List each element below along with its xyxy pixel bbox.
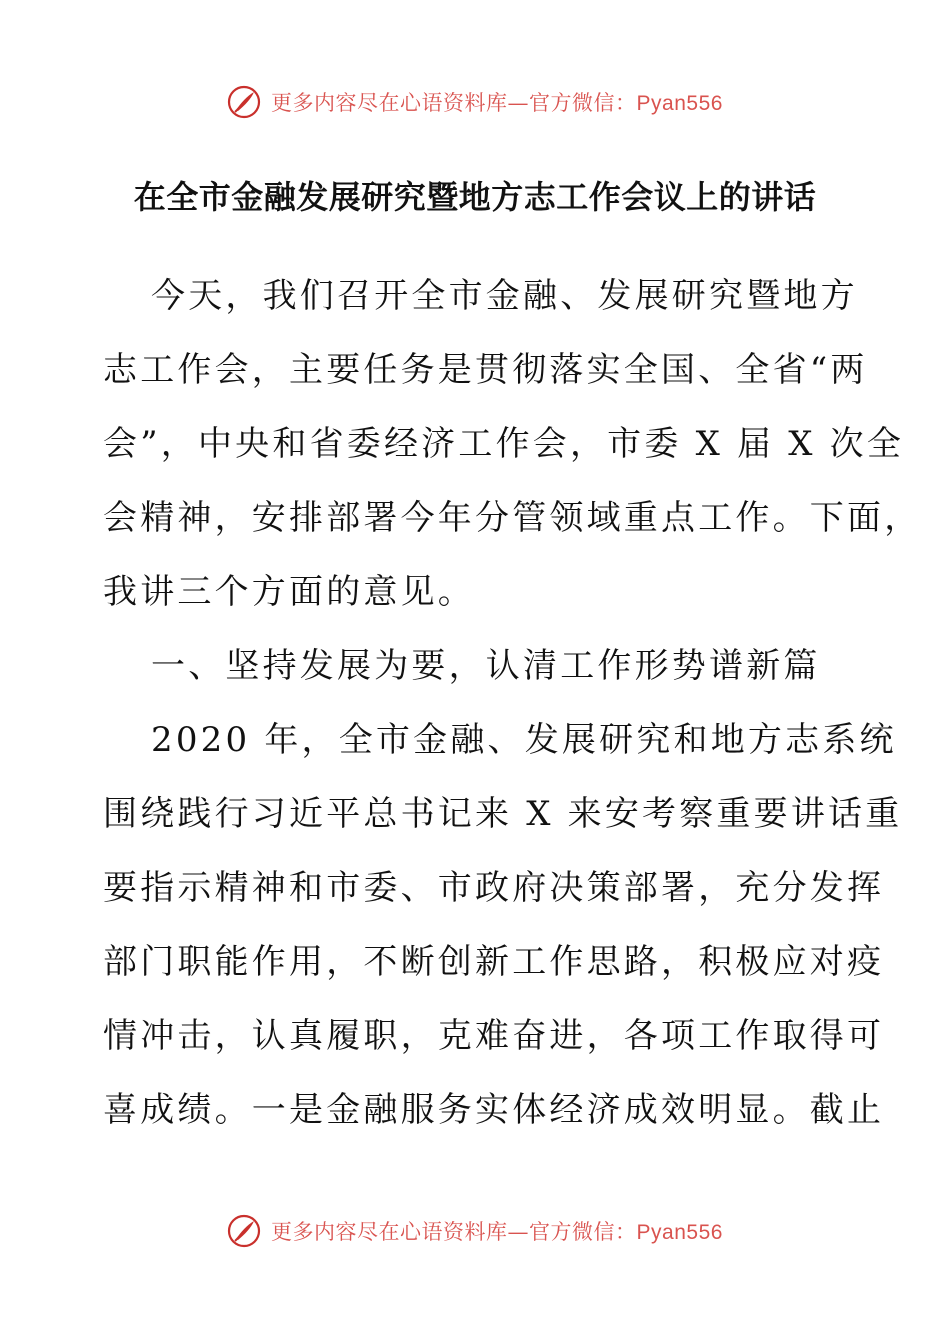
paragraph-line: 2020 年，全市金融、发展研究和地方志系统 bbox=[151, 720, 897, 760]
banner-text bbox=[271, 1216, 723, 1246]
banner-wechat-id: Pyan556 bbox=[636, 1221, 723, 1244]
footer-banner bbox=[0, 1211, 950, 1251]
paragraph-line: 情冲击，认真履职，克难奋进，各项工作取得可 bbox=[103, 1016, 885, 1056]
paragraph-line: 围绕践行习近平总书记来 X 来安考察重要讲话重 bbox=[103, 794, 903, 834]
paragraph-line: 今天，我们召开全市金融、发展研究暨地方 bbox=[151, 276, 858, 316]
paragraph-line: 志工作会，主要任务是贯彻落实全国、全省“两 bbox=[103, 350, 868, 390]
banner-text-cn: 更多内容尽在心语资料库—官方微信： bbox=[271, 91, 637, 115]
banner-wechat-id: Pyan556 bbox=[636, 92, 723, 115]
paragraph-line: 我讲三个方面的意见。 bbox=[103, 572, 475, 612]
quill-logo-icon bbox=[227, 85, 261, 119]
document-title: 在全市金融发展研究暨地方志工作会议上的讲话 bbox=[133, 178, 817, 216]
paragraph-line: 会精神，安排部署今年分管领域重点工作。下面， bbox=[103, 498, 922, 538]
banner-text-cn: 更多内容尽在心语资料库—官方微信： bbox=[271, 1220, 637, 1244]
paragraph-line: 喜成绩。一是金融服务实体经济成效明显。截止 bbox=[103, 1090, 885, 1130]
header-banner bbox=[0, 82, 950, 122]
paragraph-line: 会”，中央和省委经济工作会，市委 X 届 X 次全 bbox=[103, 424, 905, 464]
quill-logo-icon bbox=[227, 1214, 261, 1248]
document-body bbox=[103, 268, 922, 1156]
paragraph-line: 要指示精神和市委、市政府决策部署，充分发挥 bbox=[103, 868, 885, 908]
banner-text bbox=[271, 87, 723, 117]
section-heading: 一、坚持发展为要，认清工作形势谱新篇 bbox=[151, 646, 821, 686]
paragraph-line: 部门职能作用，不断创新工作思路，积极应对疫 bbox=[103, 942, 885, 982]
